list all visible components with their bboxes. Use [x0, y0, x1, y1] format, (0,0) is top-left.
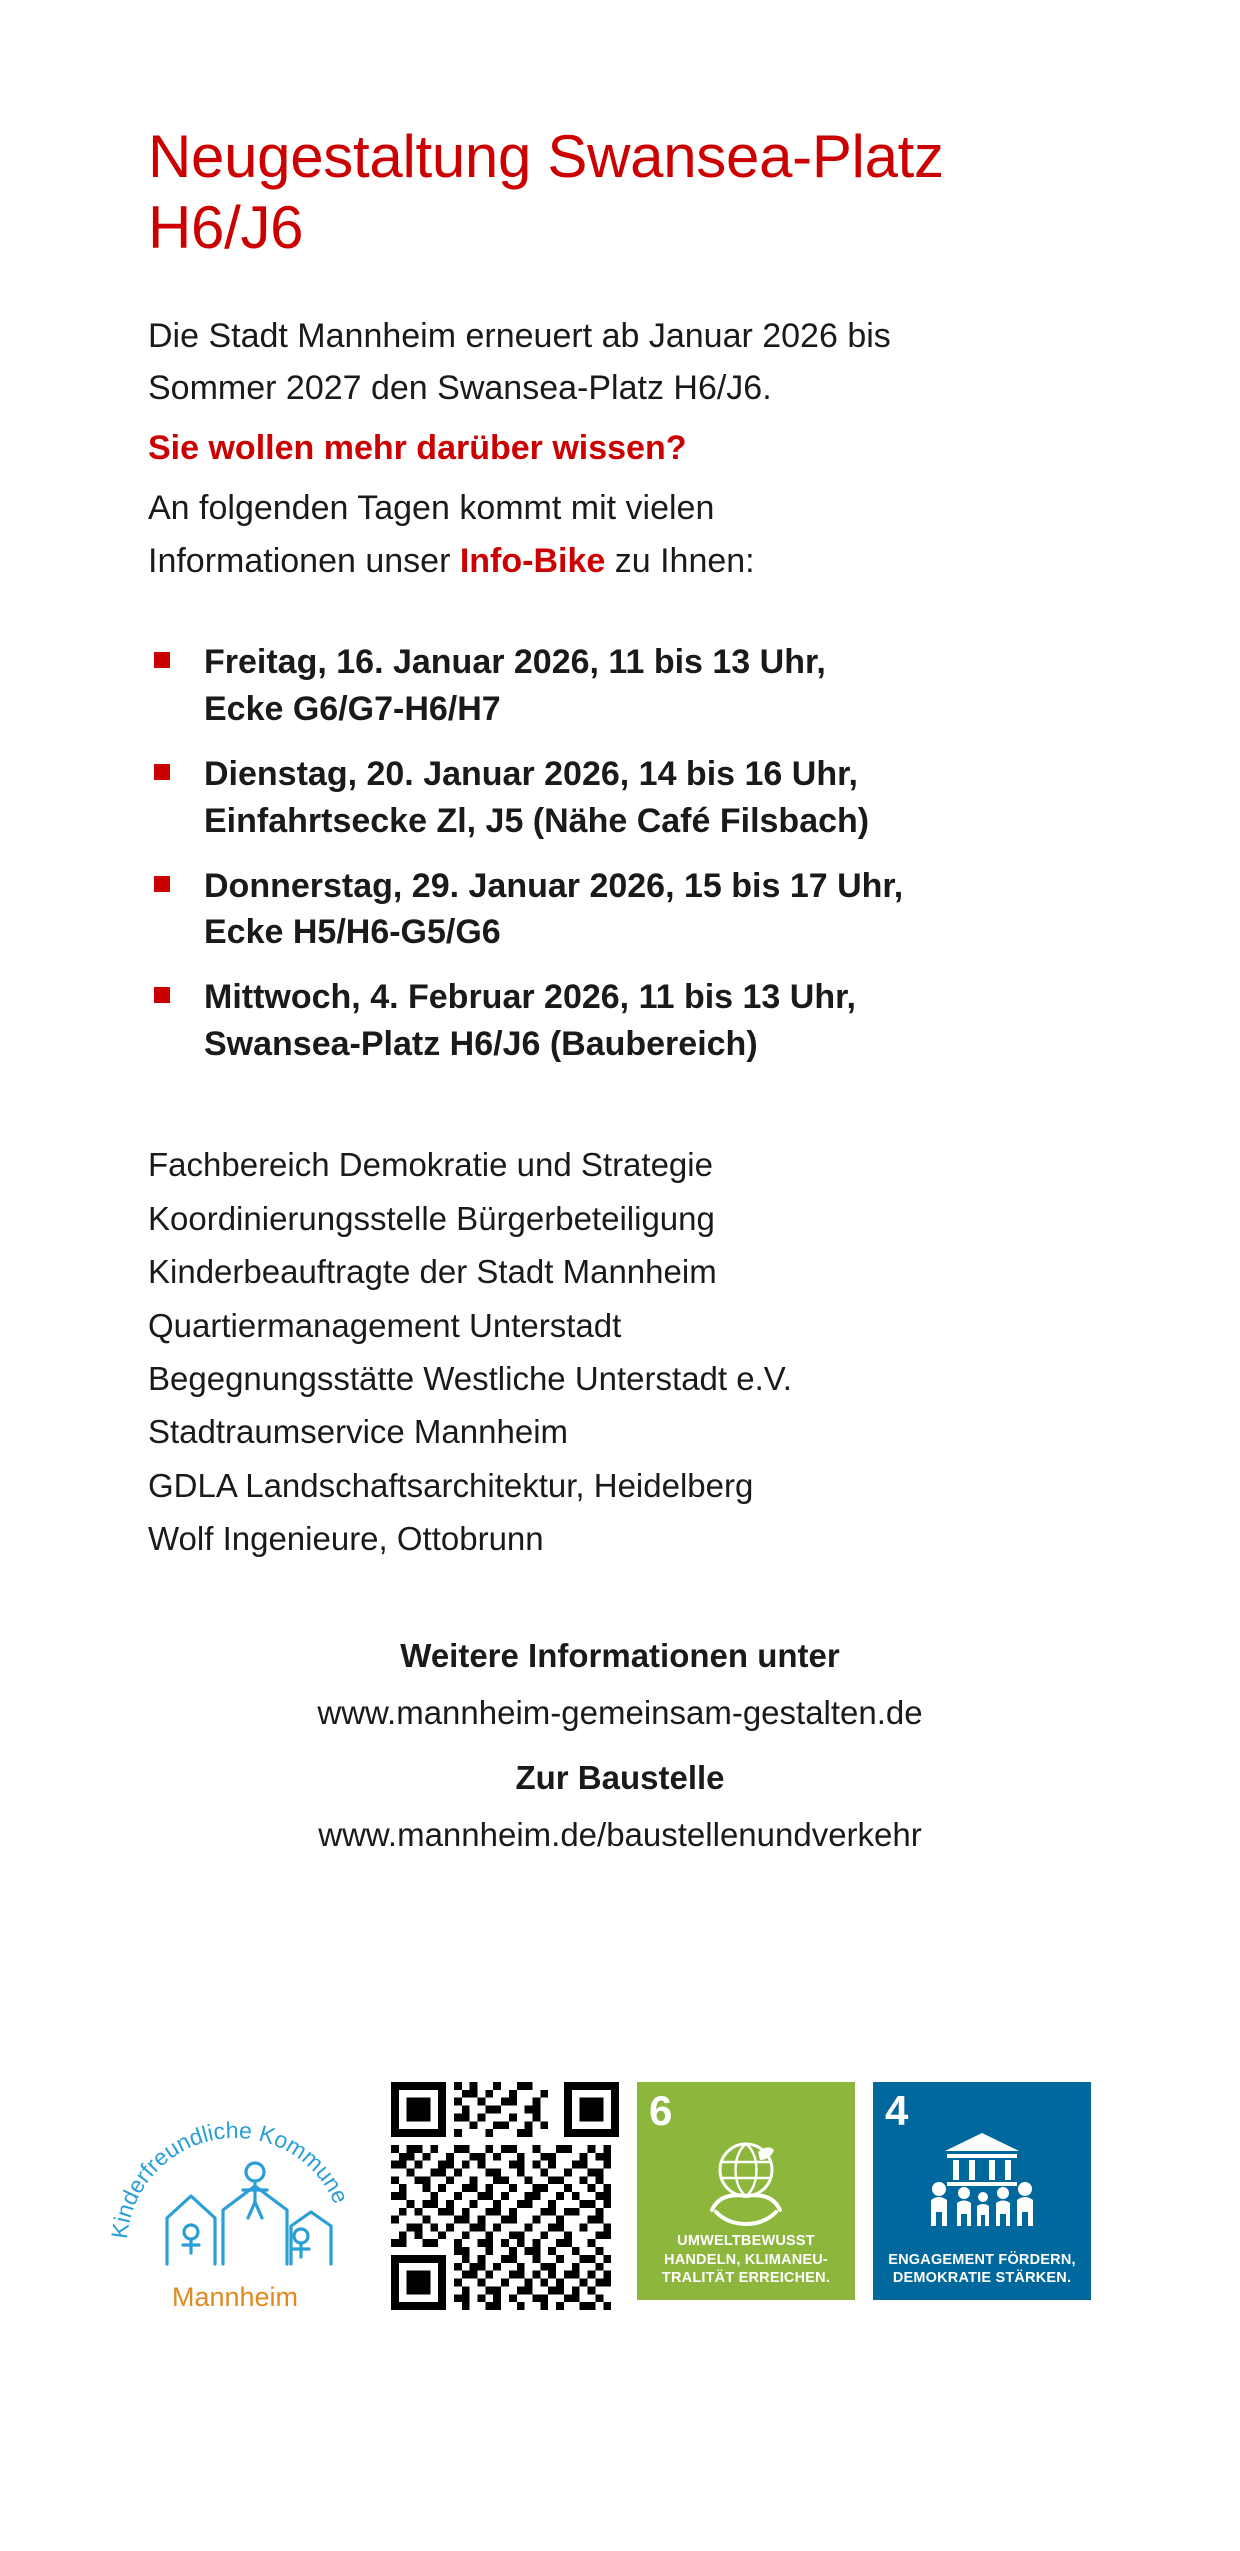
list-item — [148, 751, 1092, 845]
sdg-caption-line-3: TRALITÄT ERREICHEN. — [661, 2270, 831, 2287]
list-item — [148, 863, 1092, 957]
date-line-2: Ecke G6/G7-H6/H7 — [204, 689, 501, 728]
globe-hand-icon — [686, 2132, 806, 2232]
intro-question: Sie wollen mehr darüber wissen? — [148, 429, 687, 468]
sdg-number: 4 — [885, 2087, 909, 2134]
list-item — [148, 639, 1092, 733]
sdg-tile-6 — [637, 2082, 855, 2300]
date-line-2: Swansea-Platz H6/J6 (Baubereich) — [204, 1025, 758, 1064]
qr-code-icon — [391, 2082, 619, 2310]
kinderfreundliche-kommune-logo — [105, 2068, 365, 2318]
sdg-tile-4 — [873, 2082, 1091, 2300]
date-line-2: Einfahrtsecke Zl, J5 (Nähe Café Filsbach) — [204, 801, 870, 840]
construction-url[interactable]: www.mannheim.de/baustellenundverkehr — [318, 1816, 922, 1854]
sdg-caption-line-1: UMWELTBEWUSST — [677, 2233, 815, 2250]
institution-people-icon — [917, 2127, 1047, 2237]
sdg-caption-line-2: HANDELN, KLIMANEU- — [664, 2251, 828, 2268]
sdg-caption — [637, 2232, 855, 2288]
intro-block — [148, 312, 1092, 585]
organisation-item: Stadtraumservice Mannheim — [148, 1413, 569, 1451]
sdg-number: 6 — [649, 2087, 673, 2134]
square-bullet-icon — [154, 652, 170, 668]
page-title-line-2: H6/J6 — [148, 193, 304, 261]
date-line-1: Mittwoch, 4. Februar 2026, 11 bis 13 Uhr, — [204, 978, 856, 1017]
organisation-item: Koordinierungsstelle Bürgerbeteiligung — [148, 1199, 715, 1237]
construction-label: Zur Baustelle — [515, 1759, 725, 1797]
organisation-item: Wolf Ingenieure, Ottobrunn — [148, 1520, 544, 1558]
more-info-url[interactable]: www.mannheim-gemeinsam-gestalten.de — [317, 1693, 923, 1731]
dates-list — [148, 639, 1092, 1068]
intro-line-4 — [148, 537, 1092, 585]
sdg-caption-line-2: DEMOKRATIE STÄRKEN. — [892, 2270, 1072, 2287]
page-title — [148, 0, 1092, 264]
organisation-item: Fachbereich Demokratie und Strategie — [148, 1146, 713, 1184]
square-bullet-icon — [154, 987, 170, 1003]
organisation-item: Kinderbeauftragte der Stadt Mannheim — [148, 1253, 717, 1291]
organisation-item: Begegnungsstätte Westliche Unterstadt e.V. — [148, 1359, 792, 1397]
intro-line-3: An folgenden Tagen kommt mit vielen — [148, 489, 715, 528]
intro-line-2: Sommer 2027 den Swansea-Platz H6/J6. — [148, 368, 772, 407]
sdg-caption — [873, 2251, 1091, 2288]
page-title-line-1: Neugestaltung Swansea-Platz — [148, 123, 944, 190]
footer-links — [148, 1630, 1092, 1861]
organisation-item: Quartiermanagement Unterstadt — [148, 1306, 622, 1344]
intro-line-1: Die Stadt Mannheim erneuert ab Januar 2026 bis — [148, 316, 891, 355]
logo-row — [105, 2068, 1135, 2328]
date-line-1: Donnerstag, 29. Januar 2026, 15 bis 17 Uhr, — [204, 866, 904, 905]
intro-line-4-pre: Informationen unser — [148, 541, 460, 580]
intro-line-4-post: zu Ihnen: — [605, 541, 755, 580]
kfk-logo-icon — [105, 2068, 365, 2318]
info-bike-highlight: Info-Bike — [459, 541, 606, 580]
square-bullet-icon — [154, 876, 170, 892]
list-item — [148, 974, 1092, 1068]
date-line-2: Ecke H5/H6-G5/G6 — [204, 913, 501, 952]
sdg-caption-line-1: ENGAGEMENT FÖRDERN, — [888, 2251, 1076, 2268]
date-line-1: Dienstag, 20. Januar 2026, 14 bis 16 Uhr, — [204, 754, 858, 793]
qr-code[interactable] — [391, 2082, 619, 2310]
svg-text:Kinderfreundliche Kommune: Kinderfreundliche Kommune — [106, 2116, 355, 2240]
organisation-item: GDLA Landschaftsarchitektur, Heidelberg — [148, 1466, 754, 1504]
organisations-list — [148, 1138, 1092, 1566]
more-info-label: Weitere Informationen unter — [400, 1636, 840, 1674]
square-bullet-icon — [154, 764, 170, 780]
svg-text:Mannheim: Mannheim — [171, 2282, 299, 2312]
date-line-1: Freitag, 16. Januar 2026, 11 bis 13 Uhr, — [204, 642, 826, 681]
